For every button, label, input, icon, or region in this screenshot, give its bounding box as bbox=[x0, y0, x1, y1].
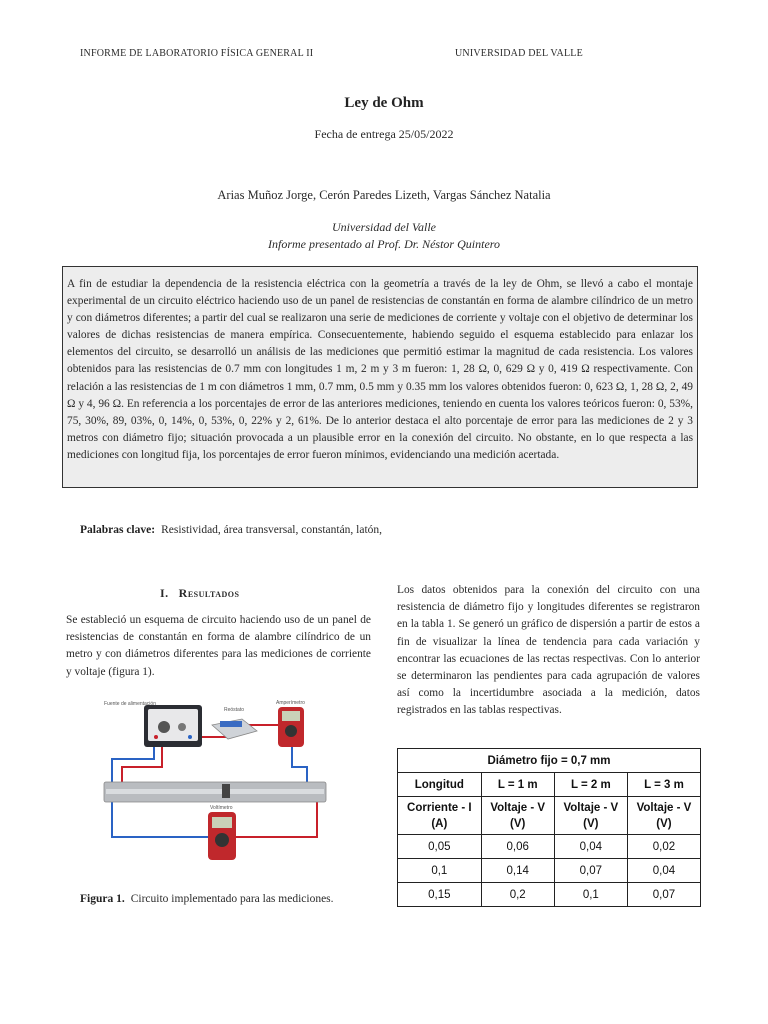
results-paragraph-left: Se estableció un esquema de circuito haciendo uso de un panel de resistencias de constantán en forma de alambre cilíndrico de un metro y con diámetros diferentes para las mediciones de corriente y voltaje (figura 1). bbox=[66, 614, 371, 678]
voltmeter bbox=[208, 812, 236, 860]
voltage-header-1: Voltaje - V (V) bbox=[481, 797, 554, 835]
ammeter-label: Amperímetro bbox=[276, 700, 305, 706]
table-title: Diámetro fijo = 0,7 mm bbox=[398, 749, 701, 773]
resistor-panel bbox=[104, 782, 326, 802]
power-source bbox=[144, 705, 202, 747]
current-header: Corriente - I (A) bbox=[398, 797, 482, 835]
running-header-right: UNIVERSIDAD DEL VALLE bbox=[455, 48, 583, 59]
report-recipient: Informe presentado al Prof. Dr. Néstor Quintero bbox=[268, 237, 500, 251]
table-cell: 0,07 bbox=[627, 883, 700, 907]
table-row bbox=[398, 859, 701, 883]
table-cell: 0,14 bbox=[481, 859, 554, 883]
submission-date: Fecha de entrega 25/05/2022 bbox=[314, 127, 454, 141]
abstract-box: A fin de estudiar la dependencia de la resistencia eléctrica con la geometría a través de la ley de Ohm, se llevó a cabo el montaje experimental de un circuito eléctrico haciendo uso de un panel de resistencias de constantán en forma de alambre cilíndrico de un metro y con diámetros diferentes; a partir del cual se realizaron una serie de mediciones de corriente y voltaje con el objetivo de determinar los valores de dichas resistencias de manera empírica. Consecuentemente, habiendo seguido el esquema establecido para enlazar los elementos del circuito, se desarrolló un análisis de las mediciones que permitió estimar la magnitud de cada resistencia. Los valores obtenidos para las resistencias de 0.7 mm con longitudes 1 m, 2 m y 3 m fueron: 1, 28 Ω, 0, 629 Ω y 0, 419 Ω respectivamente. Con relación a las resistencias de 1 m con diámetros 1 mm, 0.7 mm, 0.5 mm y 0.35 mm los valores obtenidos fueron: 0, 623 Ω, 1, 28 Ω, 2, 49 Ω y 4, 96 Ω. En referencia a los porcentajes de error de las anteriores mediciones, teniendo en cuenta los valores teóricos fueron: 0, 53%, 75, 30%, 89, 03%, 0, 14%, 0, 53%, 0, 22% y 2, 61%. De lo anterior destaca el alto porcentaje de error para las mediciones de 2 y 3 metros con diámetro fijo; situación provocada a un plausible error en la conexión del circuito. No obstante, en lo que respecta a las mediciones con longitud fija, los porcentajes de error fueron mínimos, evidenciando una medición acertada. bbox=[62, 266, 698, 488]
table-row bbox=[398, 883, 701, 907]
table-cell: 0,15 bbox=[398, 883, 482, 907]
circuit-figure bbox=[92, 697, 332, 867]
wire-red-3 bbox=[222, 797, 317, 837]
results-paragraph-right: Los datos obtenidos para la conexión del circuito con una resistencia de diámetro fijo y longitudes diferentes se registraron en la tabla 1. Se generó un gráfico de dispersión a partir de estos a fin de visualizar la línea de tendencia para cada variación y encontrar las ecuaciones de las rectas respectivas. Con lo anterior se determinaron las pendientes para cada agrupación de valores así como la incertidumbre asociada a la medición, datos registrados en las tablas respectivas. bbox=[397, 584, 700, 717]
figure-caption bbox=[80, 893, 334, 905]
table-cell: 0,1 bbox=[554, 883, 627, 907]
running-header-left: INFORME DE LABORATORIO FÍSICA GENERAL II bbox=[80, 48, 314, 59]
length-1: L = 1 m bbox=[481, 773, 554, 797]
ammeter bbox=[278, 707, 304, 747]
paper-title: Ley de Ohm bbox=[344, 95, 424, 111]
table-subheader-row bbox=[398, 797, 701, 835]
table-title-row bbox=[398, 749, 701, 773]
section-heading bbox=[160, 586, 239, 601]
table-header-row bbox=[398, 773, 701, 797]
table-cell: 0,02 bbox=[627, 835, 700, 859]
keywords bbox=[80, 524, 382, 536]
length-2: L = 2 m bbox=[554, 773, 627, 797]
rheostat-label: Reóstato bbox=[224, 707, 245, 713]
table-row bbox=[398, 835, 701, 859]
figure-caption-text: Circuito implementado para las mediciones. bbox=[130, 893, 334, 905]
table-cell: 0,04 bbox=[554, 835, 627, 859]
data-table bbox=[397, 748, 701, 907]
voltmeter-label: Voltímetro bbox=[210, 805, 233, 811]
authors: Arias Muñoz Jorge, Cerón Paredes Lizeth, Vargas Sánchez Natalia bbox=[217, 188, 551, 202]
table-cell: 0,05 bbox=[398, 835, 482, 859]
length-header: Longitud bbox=[398, 773, 482, 797]
source-label: Fuente de alimentación bbox=[104, 701, 156, 707]
keywords-label: Palabras clave: bbox=[80, 524, 156, 536]
voltage-header-3: Voltaje - V (V) bbox=[627, 797, 700, 835]
keywords-text: Resistividad, área transversal, constantán, latón, bbox=[161, 524, 383, 536]
table-cell: 0,1 bbox=[398, 859, 482, 883]
table-cell: 0,06 bbox=[481, 835, 554, 859]
section-number: I. bbox=[160, 586, 169, 600]
affiliation: Universidad del Valle bbox=[332, 220, 436, 234]
table-cell: 0,07 bbox=[554, 859, 627, 883]
table-cell: 0,04 bbox=[627, 859, 700, 883]
figure-caption-label: Figura 1. bbox=[80, 893, 125, 905]
table-cell: 0,2 bbox=[481, 883, 554, 907]
voltage-header-2: Voltaje - V (V) bbox=[554, 797, 627, 835]
length-3: L = 3 m bbox=[627, 773, 700, 797]
section-title: Resultados bbox=[178, 586, 240, 600]
